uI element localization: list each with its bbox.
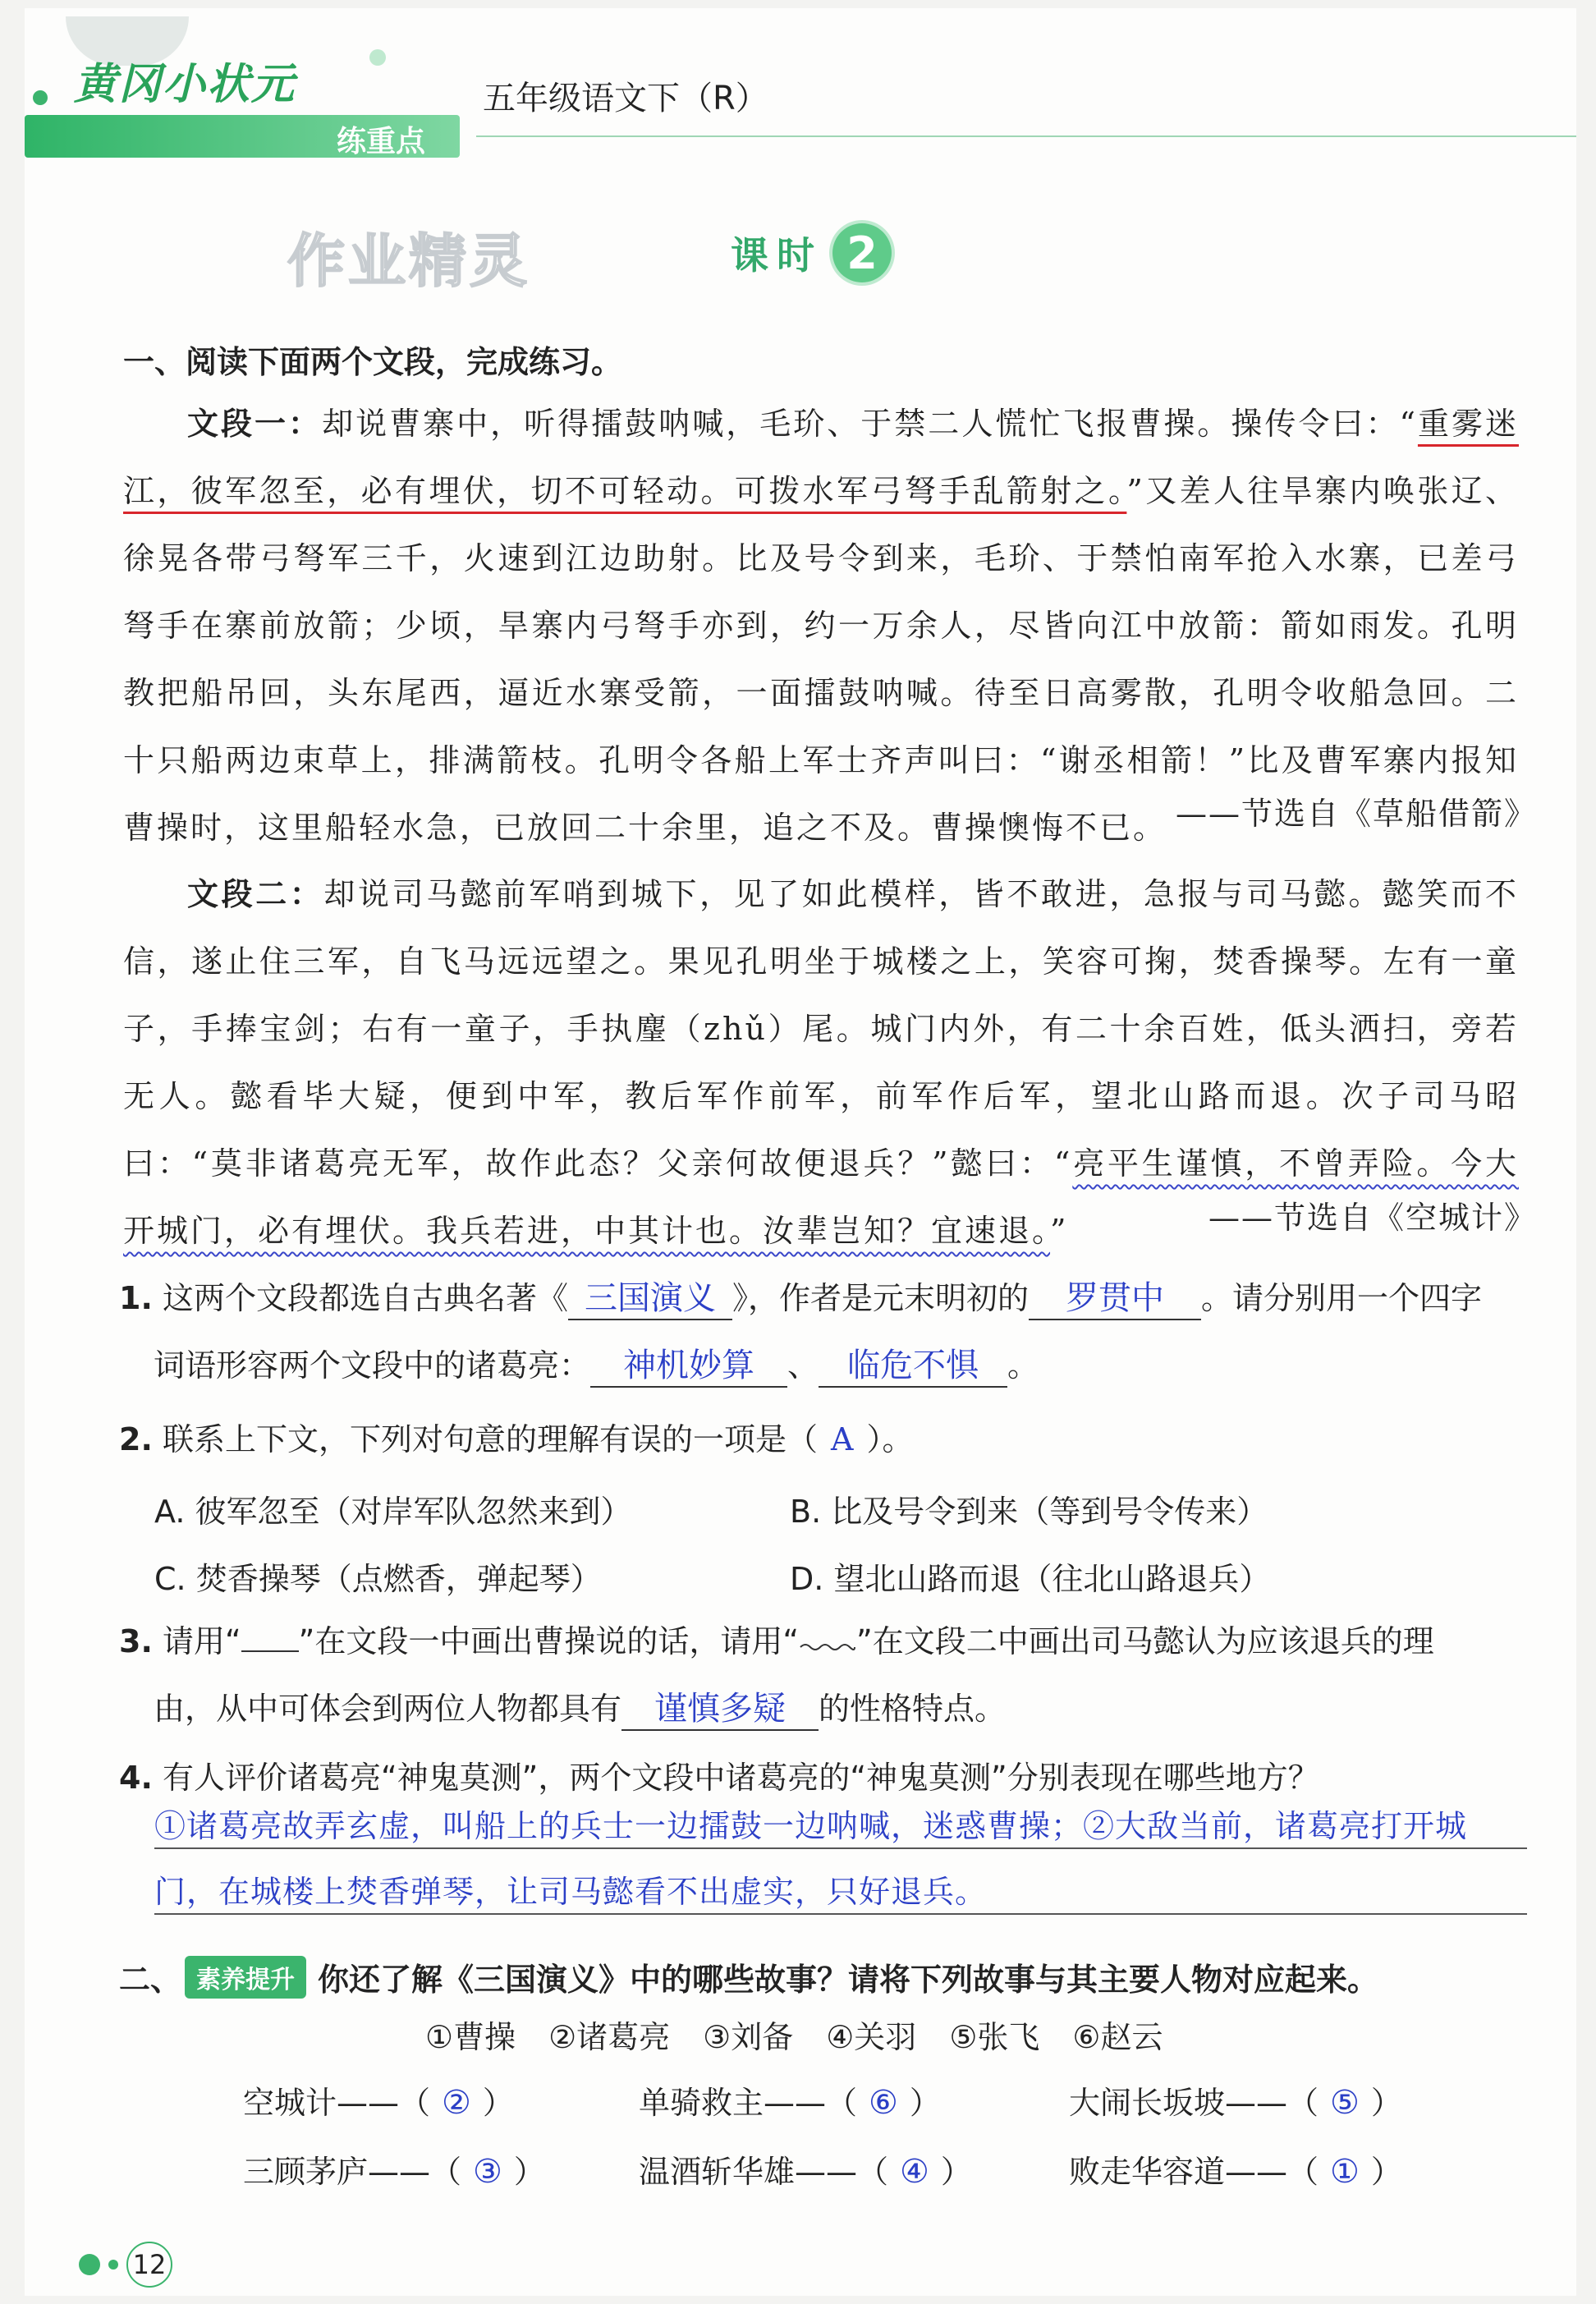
section-2-prefix: 二、: [119, 1962, 182, 1998]
story-match: [1069, 2146, 1402, 2192]
q1-blank-book[interactable]: 三国演义: [568, 1278, 732, 1320]
story-close: ）: [482, 2085, 514, 2121]
q1-text: 》，作者是元末明初的: [732, 1280, 1030, 1316]
character-item: ④关羽: [826, 2019, 917, 2055]
wavy-line-mark: [799, 1608, 856, 1675]
q1-text: 。请分别用一个四字: [1201, 1280, 1483, 1316]
section-2-question: 你还了解《三国演义》中的哪些故事？请将下列故事与其主要人物对应起来。: [318, 1962, 1379, 1998]
character-item: ③刘备: [703, 2019, 794, 2055]
story-answer[interactable]: ④: [900, 2153, 929, 2191]
q3-text: ”在文段一中画出曹操说的话，请用“: [298, 1623, 800, 1659]
q1-blank-word-2[interactable]: 临危不惧: [819, 1345, 1007, 1388]
story-label: 三顾茅庐——（: [243, 2154, 462, 2190]
q1-blank-author[interactable]: 罗贯中: [1029, 1278, 1201, 1320]
logo-subtitle: 练重点: [337, 125, 426, 158]
book-title: 五年级语文下（R）: [483, 80, 768, 117]
answer-rule: [154, 1913, 1527, 1915]
q1-text: 这两个文段都选自古典名著《: [162, 1280, 568, 1316]
story-match: [639, 2077, 941, 2123]
literacy-badge: 素养提升: [185, 1956, 306, 1999]
q1-text: 词语形容两个文段中的诸葛亮：: [154, 1347, 591, 1384]
footer-dot: [79, 2254, 100, 2275]
story-close: ）: [1370, 2085, 1402, 2121]
question-1: [119, 1264, 1531, 1399]
question-number: 1.: [119, 1280, 153, 1316]
q4-answer-line-1: ①诸葛亮故弄玄虚，叫船上的兵士一边擂鼓一边呐喊，迷惑曹操；②大敌当前，诸葛亮打开城: [154, 1808, 1468, 1844]
q1-text: 。: [1007, 1347, 1039, 1384]
straight-line-mark: [241, 1650, 299, 1652]
q4-answer[interactable]: [154, 1793, 1527, 1925]
q2-option-d[interactable]: D. 望北山路而退（往北山路退兵）: [790, 1561, 1271, 1597]
footer-dot: [108, 2260, 118, 2270]
passage-2-wavy: 亮平生谨慎，不曾弄险。今大开城门，必有埋伏。我兵若进，中其计也。汝辈岂知？宜速退。: [123, 1145, 1519, 1249]
question-3: [119, 1608, 1531, 1742]
passage-1-source: ——节选自《草船借箭》: [1175, 796, 1537, 832]
q1-text: 、: [787, 1347, 819, 1384]
lesson-label: 课时: [731, 233, 823, 278]
passage-1-underlined: 重雾迷江，彼军忽至，必有埋伏，切不可轻动。可拨水军弓弩手乱箭射之。: [123, 406, 1519, 509]
q2-answer[interactable]: A: [831, 1421, 854, 1457]
character-item: ⑤张飞: [949, 2019, 1040, 2055]
q3-text: 的性格特点。: [819, 1691, 1007, 1727]
story-answer[interactable]: ②: [442, 2084, 471, 2122]
character-item: ⑥赵云: [1072, 2019, 1163, 2055]
character-list: [425, 2012, 1163, 2057]
answer-rule: [154, 1847, 1527, 1849]
passage-2-text-b: ”: [1050, 1213, 1069, 1249]
header-divider: [476, 135, 1576, 137]
section-2-title: [119, 1954, 1378, 1999]
character-item: ②诸葛亮: [548, 2019, 671, 2055]
story-close: ）: [940, 2154, 972, 2190]
story-match: [243, 2146, 545, 2192]
q3-text: 请用“: [162, 1623, 241, 1659]
q2-option-c[interactable]: C. 焚香操琴（点燃香，弹起琴）: [154, 1561, 602, 1597]
story-label: 单骑救主——（: [639, 2085, 858, 2121]
story-match: [639, 2146, 972, 2192]
q2-text: 联系上下文，下列对句意的理解有误的一项是（: [162, 1421, 818, 1457]
q2-text: ）。: [866, 1421, 914, 1457]
q1-blank-word-1[interactable]: 神机妙算: [590, 1345, 787, 1388]
logo-dot: [33, 90, 48, 105]
watermark: 作业精灵: [287, 227, 530, 295]
passage-1-tag: 文段一：: [187, 406, 323, 442]
page-number: 12: [126, 2242, 172, 2288]
passage-1-text-b: ”又差人往旱寨内唤张辽、徐晃各带弓弩军三千，火速到江边助射。比及号令到来，毛玠、于禁怕南军抢入水寨，已差弓弩手在寨前放箭；少顷，旱寨内弓弩手亦到，约一万余人，尽皆向江中放箭：箭如雨发。孔明教把船吊回，头东尾西，逼近水寨受箭，一面擂鼓呐喊。待至日高雾散，孔明令收船急回。二十只船两边束草上，排满箭枝。孔明令各船上军士齐声叫曰：“谢丞相箭！”比及曹军寨内报知曹操时，这里船轻水急，已放回二十余里，追之不及。曹操懊悔不已。: [123, 473, 1519, 846]
q2-option-b[interactable]: B. 比及号令到来（等到号令传来）: [790, 1494, 1268, 1530]
section-1-title: 一、阅读下面两个文段，完成练习。: [123, 344, 623, 380]
story-answer[interactable]: ⑥: [869, 2084, 898, 2122]
story-close: ）: [909, 2085, 941, 2121]
story-label: 大闹长坂坡——（: [1069, 2085, 1319, 2121]
question-number: 4.: [119, 1760, 153, 1796]
question-number: 3.: [119, 1623, 153, 1659]
lesson-number: 2: [832, 223, 892, 282]
story-label: 败走华容道——（: [1069, 2154, 1319, 2190]
q4-text: 有人评价诸葛亮“神鬼莫测”，两个文段中诸葛亮的“神鬼莫测”分别表现在哪些地方？: [162, 1760, 1319, 1796]
q4-answer-line-2: 门，在城楼上焚香弹琴，让司马懿看不出虚实，只好退兵。: [154, 1874, 988, 1910]
passage-1-text-a: 却说曹寨中，听得擂鼓呐喊，毛玠、于禁二人慌忙飞报曹操。操传令曰：“: [322, 406, 1418, 442]
logo-title: 黄冈小状元: [74, 60, 296, 109]
story-match: [1069, 2077, 1402, 2123]
logo-dot: [369, 49, 386, 66]
story-label: 空城计——（: [243, 2085, 431, 2121]
passage-2-tag: 文段二：: [187, 876, 324, 912]
brand-logo: [25, 16, 468, 164]
story-answer[interactable]: ③: [473, 2153, 502, 2191]
page-footer: [79, 2242, 172, 2288]
question-number: 2.: [119, 1421, 153, 1457]
story-label: 温酒斩华雄——（: [639, 2154, 889, 2190]
passage-2-source: ——节选自《空城计》: [1208, 1200, 1537, 1236]
q2-option-a[interactable]: A. 彼军忽至（对岸军队忽然来到）: [154, 1494, 632, 1530]
story-match: [243, 2077, 514, 2123]
q3-text: 由，从中可体会到两位人物都具有: [154, 1691, 622, 1727]
story-answer[interactable]: ⑤: [1330, 2084, 1360, 2122]
story-close: ）: [513, 2154, 545, 2190]
lesson-heading: [731, 223, 892, 282]
q3-blank-trait[interactable]: 谨慎多疑: [621, 1688, 819, 1731]
q3-text: ”在文段二中画出司马懿认为应该退兵的理: [856, 1623, 1434, 1659]
question-2: [119, 1406, 1531, 1473]
passage-2-text-a: 却说司马懿前军哨到城下，见了如此模样，皆不敢进，急报与司马懿。懿笑而不信，遂止住三军，自飞马远远望之。果见孔明坐于城楼之上，笑容可掬，焚香操琴。左有一童子，手捧宝剑；右有一童子，手执麈（zhǔ）尾。城门内外，有二十余百姓，低头洒扫，旁若无人。懿看毕大疑，便到中军，教后军作前军，前军作后军，望北山路而退。次子司马昭曰：“莫非诸葛亮无军，故作此态？父亲何故便退兵？”懿曰：“: [123, 876, 1519, 1182]
story-close: ）: [1370, 2154, 1402, 2190]
character-item: ①曹操: [425, 2019, 516, 2055]
story-answer[interactable]: ①: [1330, 2153, 1360, 2191]
